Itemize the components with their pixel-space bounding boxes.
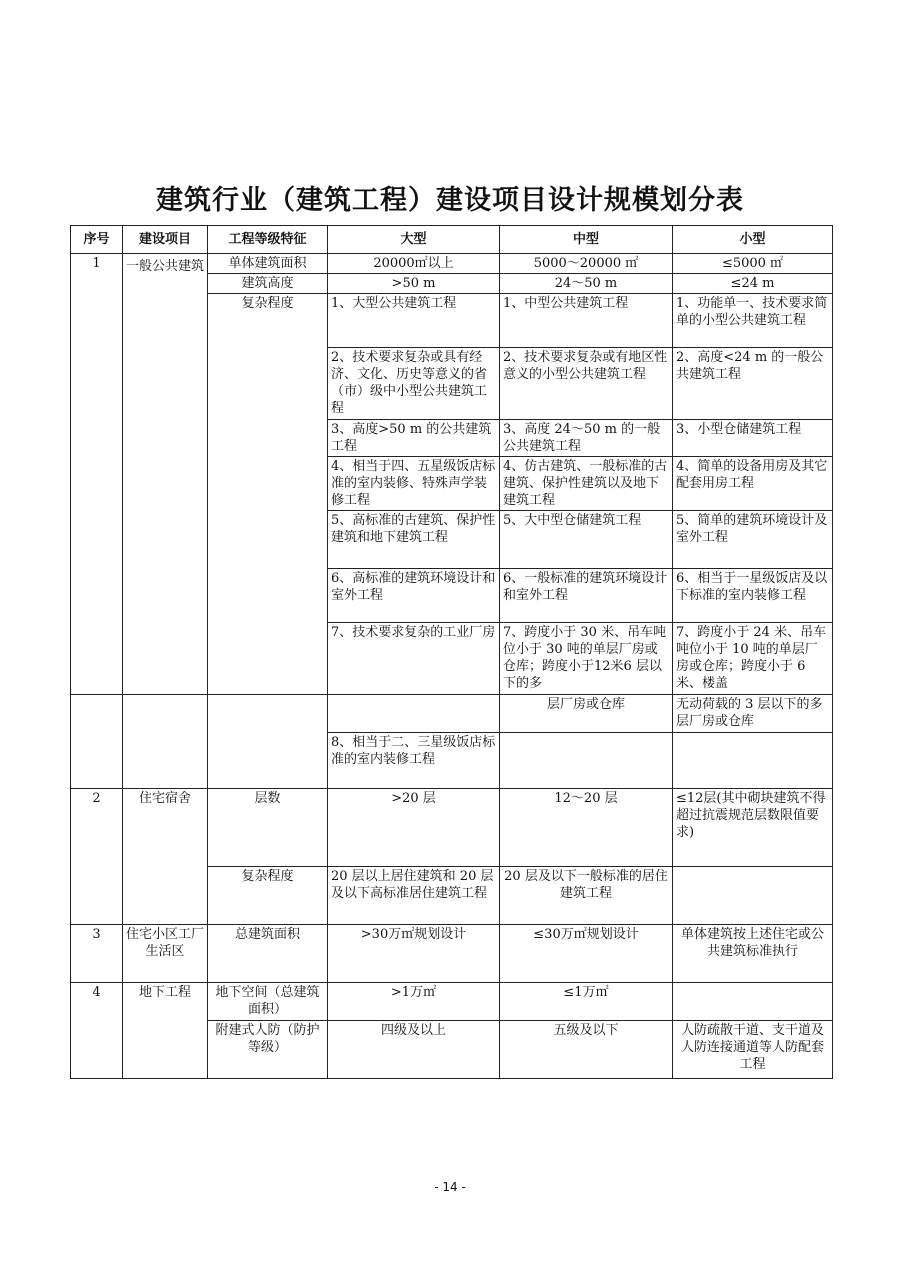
feature-cell: 层数 xyxy=(208,789,328,867)
small-cell: 7、跨度小于 24 米、吊车吨位小于 10 吨的单层厂房或仓库；跨度小于 6 米、楼盖 xyxy=(673,623,833,695)
feature-cell: 单体建筑面积 xyxy=(208,254,328,274)
feature-cell: 总建筑面积 xyxy=(208,925,328,983)
header-project: 建设项目 xyxy=(123,226,208,254)
large-cell: >50 m xyxy=(328,274,500,294)
small-cell xyxy=(673,983,833,1021)
feature-cell xyxy=(208,695,328,789)
project-cell: 一般公共建筑 xyxy=(123,254,208,695)
table-row xyxy=(71,254,833,274)
small-cell xyxy=(673,867,833,925)
large-cell: 3、高度>50 m 的公共建筑工程 xyxy=(328,420,500,457)
medium-cell: 7、跨度小于 30 米、吊车吨位小于 30 吨的单层厂房或仓库；跨度小于12米6 层以下的多 xyxy=(500,623,673,695)
header-seq: 序号 xyxy=(71,226,123,254)
project-cell: 地下工程 xyxy=(123,983,208,1079)
small-cell: 4、简单的设备用房及其它配套用房工程 xyxy=(673,457,833,511)
small-cell: ≤12层(其中砌块建筑不得超过抗震规范层数限值要求) xyxy=(673,789,833,867)
large-cell: >1万㎡ xyxy=(328,983,500,1021)
header-feature: 工程等级特征 xyxy=(208,226,328,254)
medium-cell: 层厂房或仓库 xyxy=(500,695,673,733)
table-header-row xyxy=(71,226,833,254)
large-cell: 4、相当于四、五星级饭店标准的室内装修、特殊声学装修工程 xyxy=(328,457,500,511)
table-row xyxy=(71,983,833,1021)
project-cell xyxy=(123,695,208,789)
small-cell: 人防疏散干道、支干道及人防连接通道等人防配套工程 xyxy=(673,1021,833,1079)
small-cell: 1、功能单一、技术要求简单的小型公共建筑工程 xyxy=(673,294,833,348)
medium-cell: 1、中型公共建筑工程 xyxy=(500,294,673,348)
medium-cell xyxy=(500,733,673,789)
small-cell xyxy=(673,733,833,789)
seq-cell: 4 xyxy=(71,983,123,1079)
medium-cell: 3、高度 24～50 m 的一般公共建筑工程 xyxy=(500,420,673,457)
seq-cell: 1 xyxy=(71,254,123,695)
header-small: 小型 xyxy=(673,226,833,254)
large-cell: >20 层 xyxy=(328,789,500,867)
small-cell: 3、小型仓储建筑工程 xyxy=(673,420,833,457)
large-cell: 7、技术要求复杂的工业厂房 xyxy=(328,623,500,695)
table-row xyxy=(71,695,833,733)
large-cell xyxy=(328,695,500,733)
medium-cell: 12～20 层 xyxy=(500,789,673,867)
seq-cell: 3 xyxy=(71,925,123,983)
header-large: 大型 xyxy=(328,226,500,254)
medium-cell: 五级及以下 xyxy=(500,1021,673,1079)
large-cell: 5、高标准的古建筑、保护性建筑和地下建筑工程 xyxy=(328,511,500,569)
medium-cell: ≤1万㎡ xyxy=(500,983,673,1021)
medium-cell: 24～50 m xyxy=(500,274,673,294)
feature-cell: 地下空间（总建筑面积） xyxy=(208,983,328,1021)
project-cell: 住宅宿舍 xyxy=(123,789,208,925)
page-number: - 14 - xyxy=(434,1180,466,1194)
large-cell: 20 层以上居住建筑和 20 层及以下高标准居住建筑工程 xyxy=(328,867,500,925)
table-row xyxy=(71,789,833,867)
small-cell: 6、相当于一星级饭店及以下标准的室内装修工程 xyxy=(673,569,833,623)
medium-cell: ≤30万㎡规划设计 xyxy=(500,925,673,983)
large-cell: 8、相当于二、三星级饭店标准的室内装修工程 xyxy=(328,733,500,789)
small-cell: 2、高度<24 m 的一般公共建筑工程 xyxy=(673,348,833,420)
seq-cell xyxy=(71,695,123,789)
medium-cell: 5、大中型仓储建筑工程 xyxy=(500,511,673,569)
seq-cell: 2 xyxy=(71,789,123,925)
large-cell: 2、技术要求复杂或具有经济、文化、历史等意义的省（市）级中小型公共建筑工程 xyxy=(328,348,500,420)
medium-cell: 5000～20000 ㎡ xyxy=(500,254,673,274)
feature-cell: 附建式人防（防护等级） xyxy=(208,1021,328,1079)
feature-cell: 复杂程度 xyxy=(208,294,328,695)
large-cell: 四级及以上 xyxy=(328,1021,500,1079)
small-cell: ≤5000 ㎡ xyxy=(673,254,833,274)
small-cell: ≤24 m xyxy=(673,274,833,294)
feature-cell: 复杂程度 xyxy=(208,867,328,925)
feature-cell: 建筑高度 xyxy=(208,274,328,294)
small-cell: 5、简单的建筑环境设计及室外工程 xyxy=(673,511,833,569)
small-cell: 无动荷载的 3 层以下的多层厂房或仓库 xyxy=(673,695,833,733)
small-cell: 单体建筑按上述住宅或公共建筑标准执行 xyxy=(673,925,833,983)
medium-cell: 4、仿古建筑、一般标准的古建筑、保护性建筑以及地下建筑工程 xyxy=(500,457,673,511)
table-row xyxy=(71,925,833,983)
design-scale-table xyxy=(70,225,833,1079)
medium-cell: 2、技术要求复杂或有地区性意义的小型公共建筑工程 xyxy=(500,348,673,420)
medium-cell: 6、一般标准的建筑环境设计和室外工程 xyxy=(500,569,673,623)
medium-cell: 20 层及以下一般标准的居住建筑工程 xyxy=(500,867,673,925)
header-medium: 中型 xyxy=(500,226,673,254)
page-title: 建筑行业（建筑工程）建设项目设计规模划分表 xyxy=(156,185,744,216)
project-cell: 住宅小区工厂生活区 xyxy=(123,925,208,983)
large-cell: >30万㎡规划设计 xyxy=(328,925,500,983)
large-cell: 6、高标准的建筑环境设计和室外工程 xyxy=(328,569,500,623)
large-cell: 1、大型公共建筑工程 xyxy=(328,294,500,348)
large-cell: 20000㎡以上 xyxy=(328,254,500,274)
